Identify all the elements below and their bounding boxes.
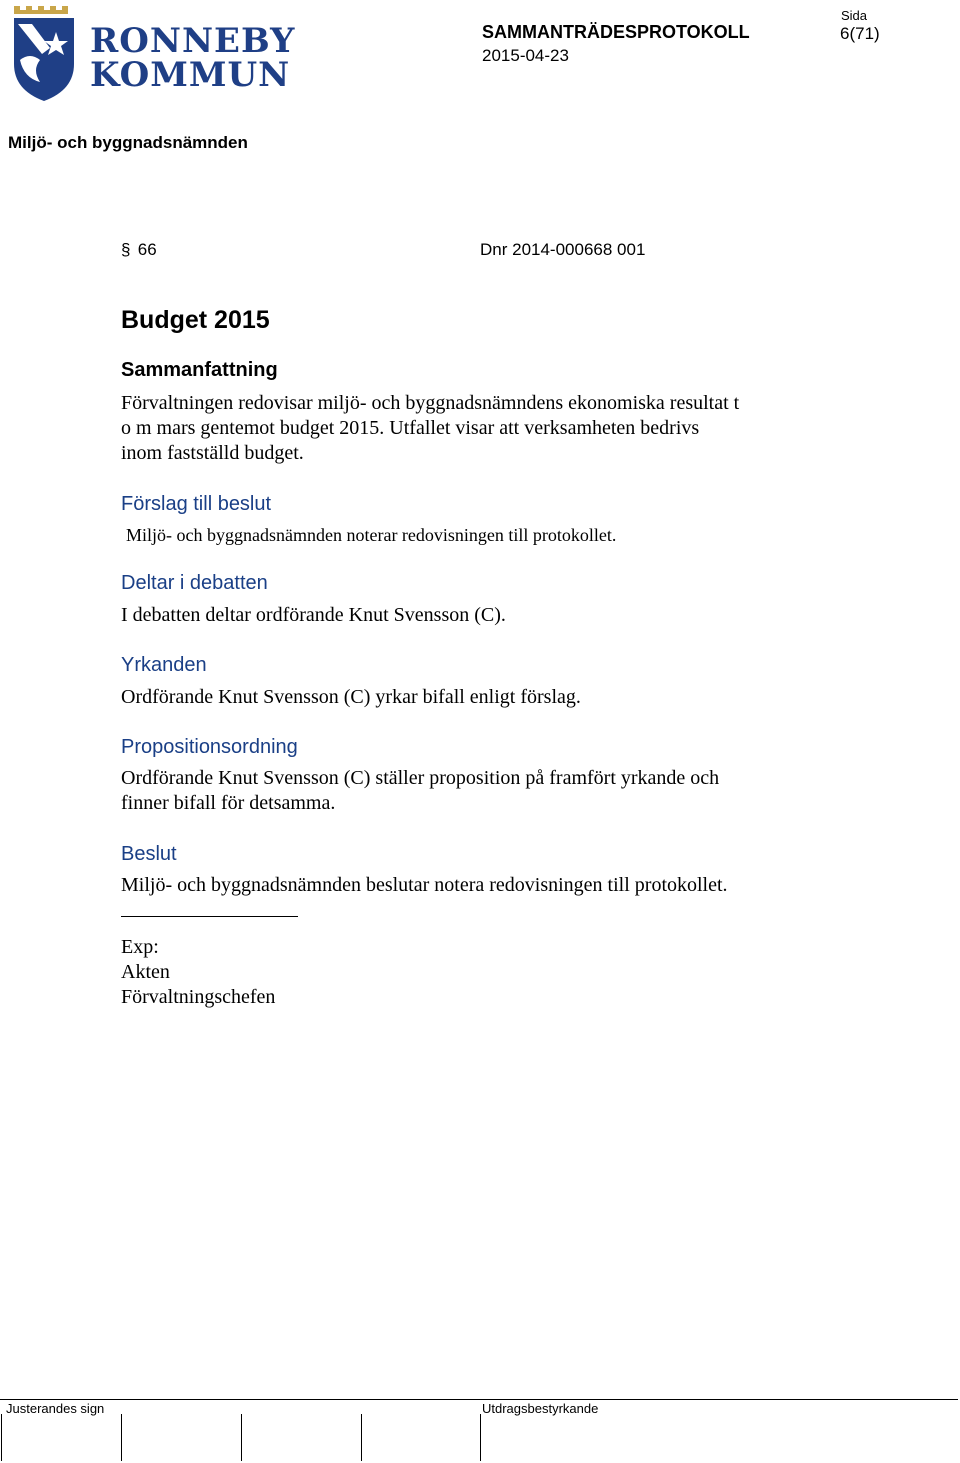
certification-label: Utdragsbestyrkande bbox=[482, 1401, 599, 1416]
proposition-line: finner bifall för detsamma. bbox=[121, 792, 336, 814]
distribution-label: Exp: bbox=[121, 936, 159, 958]
meeting-date: 2015-04-23 bbox=[482, 46, 569, 65]
municipal-crest-icon bbox=[10, 4, 80, 102]
summary-line: o m mars gentemot budget 2015. Utfallet visar att verksamheten bedrivs bbox=[121, 417, 700, 439]
divider-line bbox=[121, 916, 298, 917]
signature-box-divider bbox=[121, 1414, 122, 1461]
proposition-text bbox=[121, 766, 821, 816]
signature-footer bbox=[0, 1398, 960, 1463]
heading-forslag-till-beslut: Förslag till beslut bbox=[121, 493, 272, 515]
page-number: 6(71) bbox=[840, 24, 880, 43]
paragraph-number bbox=[121, 240, 157, 260]
debate-text: I debatten deltar ordförande Knut Svensson (C). bbox=[121, 604, 506, 626]
signature-box-divider bbox=[1, 1414, 2, 1461]
ronneby-kommun-logo bbox=[10, 4, 296, 104]
proposal-text: Miljö- och byggnadsnämnden noterar redovisningen till protokollet. bbox=[126, 525, 617, 545]
committee-name: Miljö- och byggnadsnämnden bbox=[8, 133, 248, 152]
summary-line: Förvaltningen redovisar miljö- och byggnadsnämndens ekonomiska resultat t bbox=[121, 392, 740, 414]
heading-sammanfattning: Sammanfattning bbox=[121, 359, 278, 381]
logo-text-line2: KOMMUN bbox=[90, 55, 291, 95]
heading-deltar-i-debatten: Deltar i debatten bbox=[121, 572, 268, 594]
document-type: SAMMANTRÄDESPROTOKOLL bbox=[482, 22, 750, 42]
footer-rule bbox=[0, 1399, 958, 1400]
signature-box-divider bbox=[480, 1414, 481, 1461]
logo-text-line1: RONNEBY bbox=[90, 21, 296, 61]
diary-number: Dnr 2014-000668 001 bbox=[480, 240, 646, 259]
signature-box-divider bbox=[361, 1414, 362, 1461]
motions-text: Ordförande Knut Svensson (C) yrkar bifall enligt förslag. bbox=[121, 686, 581, 708]
distribution-recipient: Förvaltningschefen bbox=[121, 986, 276, 1008]
proposition-line: Ordförande Knut Svensson (C) ställer proposition på framfört yrkande och bbox=[121, 767, 720, 789]
page-label: Sida bbox=[841, 8, 868, 23]
page-title: Budget 2015 bbox=[121, 306, 270, 334]
distribution-list bbox=[121, 935, 821, 1010]
summary-line: inom fastställd budget. bbox=[121, 442, 304, 464]
paragraph-value: 66 bbox=[137, 240, 157, 259]
heading-yrkanden: Yrkanden bbox=[121, 654, 207, 676]
decision-text: Miljö- och byggnadsnämnden beslutar notera redovisningen till protokollet. bbox=[121, 874, 728, 896]
section-sign: § bbox=[121, 240, 131, 259]
distribution-recipient: Akten bbox=[121, 961, 170, 983]
signature-label: Justerandes sign bbox=[6, 1401, 105, 1416]
summary-text bbox=[121, 391, 821, 466]
heading-propositionsordning: Propositionsordning bbox=[121, 736, 298, 758]
signature-box-divider bbox=[241, 1414, 242, 1461]
heading-beslut: Beslut bbox=[121, 843, 177, 865]
